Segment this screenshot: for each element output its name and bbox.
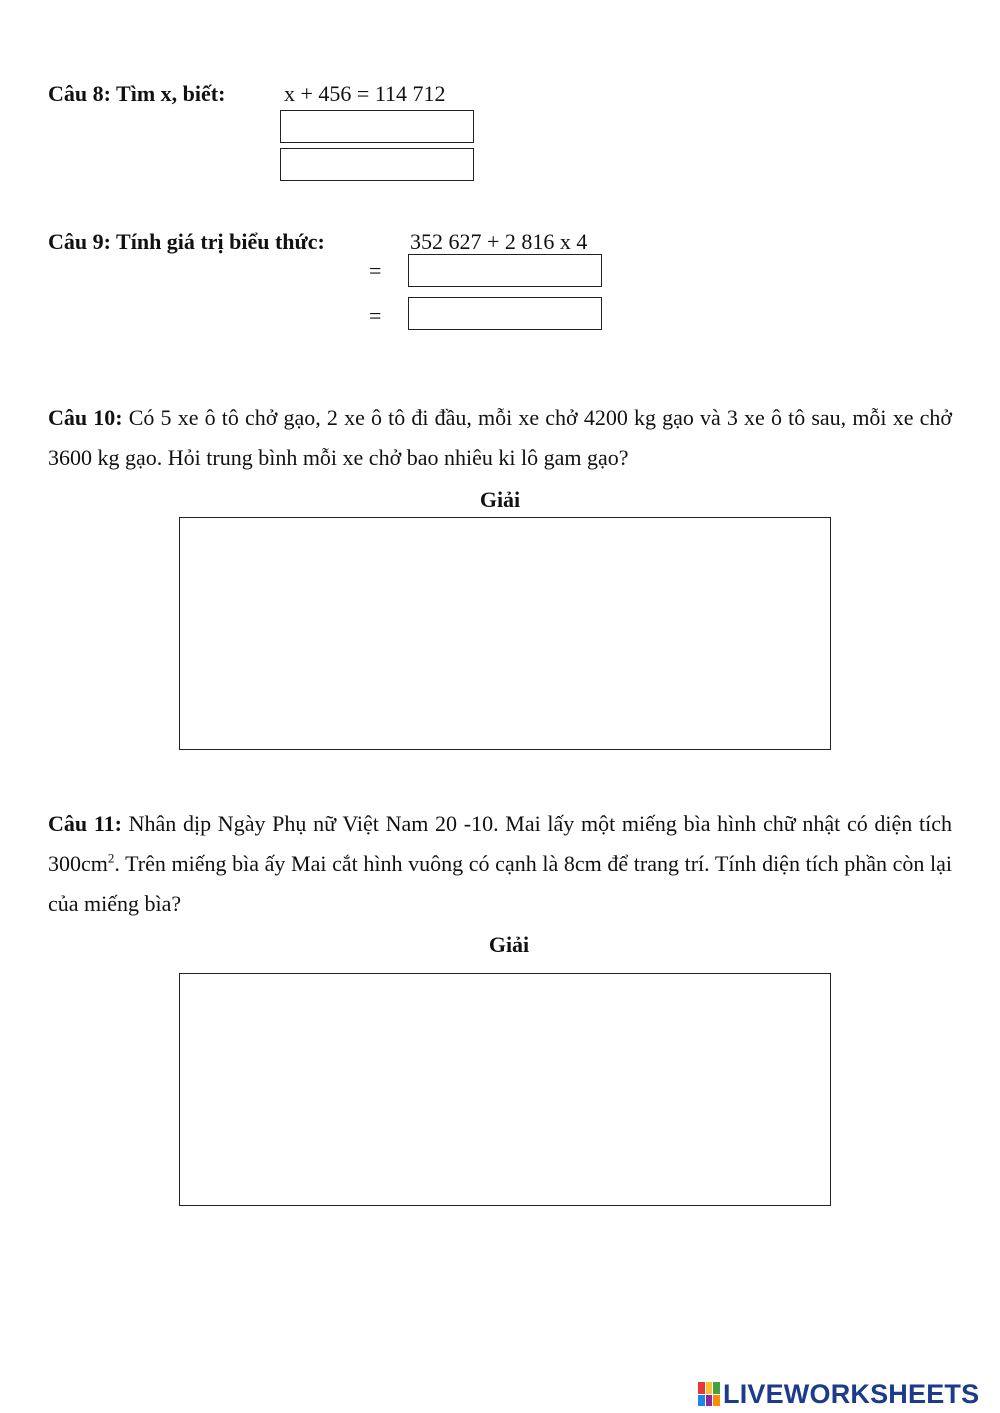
q8-equation: x + 456 = 114 712 [284, 81, 446, 106]
q8-answer-box-2[interactable] [280, 148, 474, 181]
liveworksheets-brand-text: LIVEWORKSHEETS [723, 1378, 980, 1409]
q11-solution-box[interactable] [179, 973, 831, 1206]
q11-text-part2: . Trên miếng bìa ấy Mai cắt hình vuông có cạnh là 8cm để trang trí. Tính diện tích phần còn lại của miếng bìa? [48, 851, 952, 916]
q11-text-part1: Nhân dịp Ngày Phụ nữ Việt Nam 20 -10. Mai lấy một miếng bìa hình chữ nhật có diện tích 300cm [48, 811, 952, 876]
q11-problem-text [48, 804, 952, 924]
q9-label: Câu 9: Tính giá trị biểu thức: [48, 229, 325, 254]
q11-label: Câu 11: [48, 811, 122, 836]
q10-label: Câu 10: [48, 405, 123, 430]
q9-answer-box-2[interactable] [408, 297, 602, 330]
q9-equals-sign-1: = [369, 258, 382, 283]
q10-solution-box[interactable] [179, 517, 831, 750]
q9-answer-box-1[interactable] [408, 254, 602, 287]
q10-solution-heading: Giải [479, 487, 521, 512]
q9-expression: 352 627 + 2 816 x 4 [410, 229, 588, 254]
q8-label: Câu 8: Tìm x, biết: [48, 81, 226, 106]
q11-solution-heading: Giải [488, 932, 530, 957]
q9-equals-sign-2: = [369, 303, 382, 328]
q11-superscript: 2 [107, 850, 115, 866]
q10-problem-text [48, 398, 952, 478]
liveworksheets-logo-icon [698, 1382, 720, 1406]
liveworksheets-logo [698, 1378, 979, 1410]
q8-answer-box-1[interactable] [280, 110, 474, 143]
q10-text: Có 5 xe ô tô chở gạo, 2 xe ô tô đi đầu, mỗi xe chở 4200 kg gạo và 3 xe ô tô sau, mỗi xe chở 3600 kg gạo. Hỏi trung bình mỗi xe chở bao nhiêu ki lô gam gạo? [48, 405, 952, 470]
